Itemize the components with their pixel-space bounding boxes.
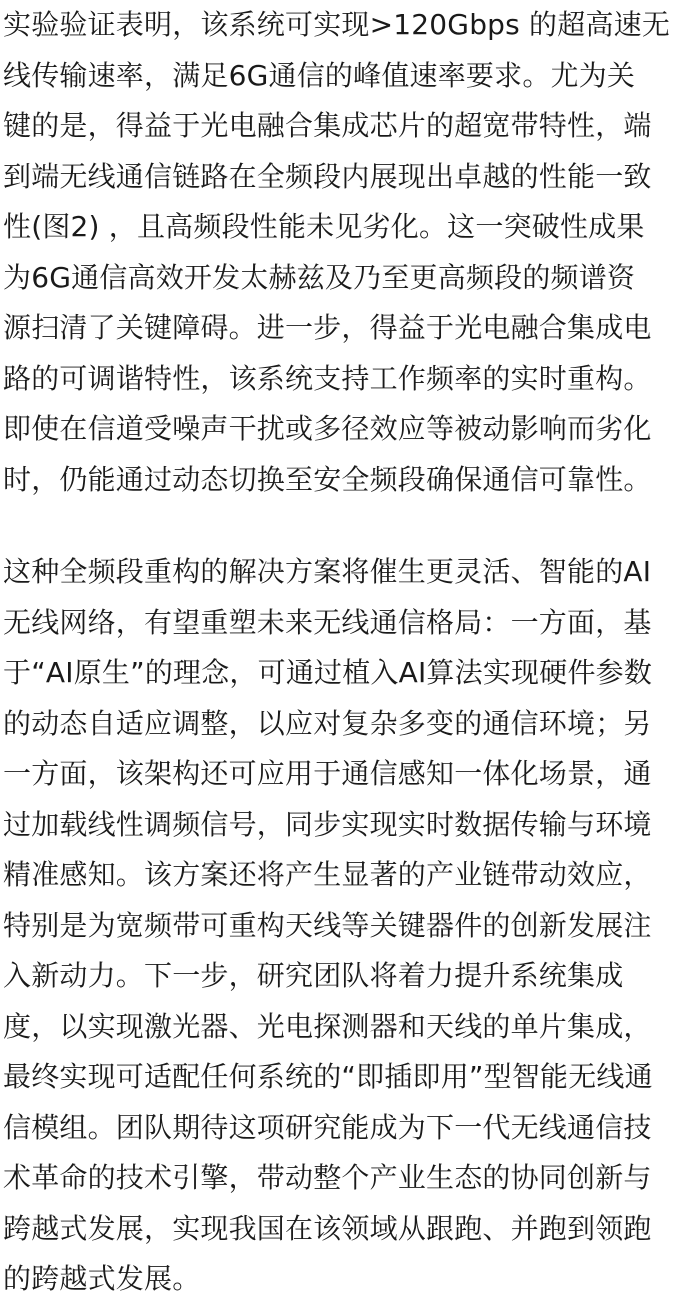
text-line: 到端无线通信链路在全频段内展现出卓越的性能一致 <box>3 159 652 193</box>
text-line: 性(图2) ，且高频段性能未见劣化。这一突破性成果 <box>3 210 645 243</box>
paragraph-spacer <box>0 505 689 547</box>
text-line: 的动态自适应调整，以应对复杂多变的通信环境；另 <box>3 706 652 740</box>
text-line: 度，以实现激光器、光电探测器和天线的单片集成， <box>3 1009 652 1043</box>
text-line: 信模组。团队期待这项研究能成为下一代无线通信技 <box>3 1110 652 1144</box>
text-line: 过加载线性调频信号，同步实现实时数据传输与环境 <box>3 807 652 841</box>
paragraph-outlook <box>0 547 689 1305</box>
text-line: 跨越式发展，实现我国在该领域从跟跑、并跑到领跑 <box>3 1211 652 1245</box>
text-line: 路的可调谐特性，该系统支持工作频率的实时重构。 <box>3 361 652 395</box>
text-line: 一方面，该架构还可应用于通信感知一体化场景，通 <box>3 757 652 790</box>
text-line: 源扫清了关键障碍。进一步，得益于光电融合集成电 <box>3 311 652 344</box>
text-line: 线传输速率，满足6G通信的峰值速率要求。尤为关 <box>3 58 636 92</box>
text-line: 最终实现可适配任何系统的“即插即用”型智能无线通 <box>3 1060 653 1093</box>
text-line: 术革命的技术引擎，带动整个产业生态的协同创新与 <box>3 1161 652 1194</box>
text-line: 特别是为宽频带可重构天线等关键器件的创新发展注 <box>3 908 652 942</box>
text-line: 实验验证表明，该系统可实现>120Gbps 的超高速无 <box>3 8 671 41</box>
text-line: 键的是，得益于光电融合集成芯片的超宽带特性，端 <box>3 109 652 142</box>
text-line: 这种全频段重构的解决方案将催生更灵活、智能的AI <box>3 555 652 588</box>
text-line: 入新动力。下一步，研究团队将着力提升系统集成 <box>3 959 624 992</box>
text-line: 于“AI原生”的理念，可通过植入AI算法实现硬件参数 <box>3 656 653 689</box>
text-line: 为6G通信高效开发太赫兹及乃至更高频段的频谱资 <box>3 260 636 294</box>
text-line: 时，仍能通过动态切换至安全频段确保通信可靠性。 <box>3 462 652 496</box>
text-line: 无线网络，有望重塑未来无线通信格局：一方面，基 <box>3 605 652 639</box>
text-line: 的跨越式发展。 <box>3 1262 201 1295</box>
text-line: 即使在信道受噪声干扰或多径效应等被动影响而劣化 <box>3 412 652 445</box>
paragraph-results <box>0 0 689 505</box>
text-line: 精准感知。该方案还将产生显著的产业链带动效应， <box>3 858 652 891</box>
